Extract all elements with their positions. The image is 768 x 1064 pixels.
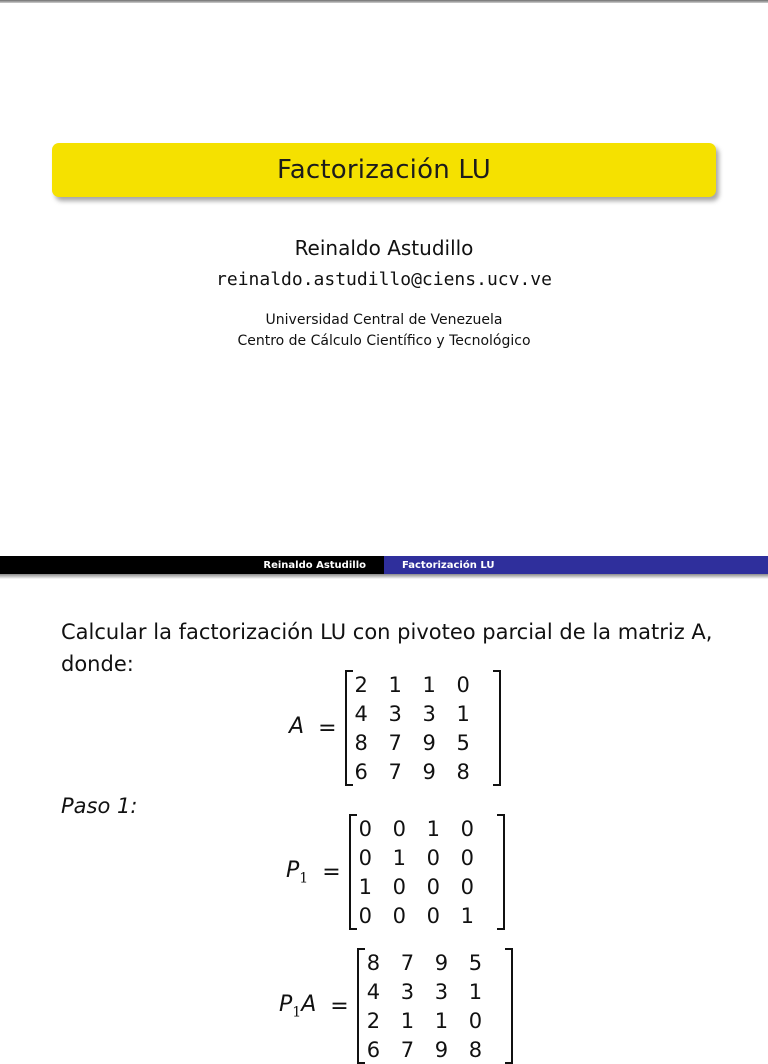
equation-label xyxy=(289,714,304,742)
equals-sign: = xyxy=(322,859,341,885)
matrix-cell: 2 xyxy=(354,672,368,697)
label-variable: P xyxy=(279,991,293,1017)
matrix-p1 xyxy=(349,814,505,930)
matrix-cell: 9 xyxy=(422,759,436,784)
equation-p1 xyxy=(286,814,505,930)
matrix-cell: 3 xyxy=(434,979,449,1004)
matrix-cell: 0 xyxy=(358,845,373,870)
label-suffix: A xyxy=(301,991,317,1017)
matrix-cell: 0 xyxy=(456,672,470,697)
matrix-cell: 0 xyxy=(358,903,373,928)
matrix-a xyxy=(345,670,501,786)
matrix-cell: 9 xyxy=(434,950,449,975)
matrix-cell: 1 xyxy=(392,845,407,870)
matrix-cell: 1 xyxy=(388,672,402,697)
matrix-cell: 7 xyxy=(400,1037,415,1062)
matrix-cell: 9 xyxy=(422,730,436,755)
matrix-cell: 0 xyxy=(392,816,407,841)
equals-sign: = xyxy=(330,993,349,1019)
matrix-cell: 1 xyxy=(358,874,373,899)
matrix-cell: 3 xyxy=(388,701,402,726)
matrix-cell: 1 xyxy=(434,1008,449,1033)
matrix-cell: 1 xyxy=(426,816,441,841)
matrix-cell: 5 xyxy=(456,730,470,755)
matrix-cell: 5 xyxy=(468,950,483,975)
matrix-cell: 3 xyxy=(422,701,436,726)
matrix-cell: 2 xyxy=(366,1008,381,1033)
matrix-cell: 1 xyxy=(468,979,483,1004)
matrix-cell: 6 xyxy=(354,759,368,784)
slide-footer xyxy=(0,556,768,574)
equation-p1a xyxy=(279,948,513,1064)
label-variable: A xyxy=(289,713,305,739)
matrix-grid xyxy=(355,670,491,786)
equation-a xyxy=(289,670,501,786)
matrix-cell: 0 xyxy=(426,845,441,870)
matrix-cell: 0 xyxy=(392,874,407,899)
intro-paragraph: Calcular la factorización LU con pivoteo parcial de la matriz A, donde: xyxy=(61,620,713,676)
footer-title: Factorización LU xyxy=(384,556,768,574)
equation-label xyxy=(279,992,316,1020)
matrix-cell: 0 xyxy=(468,1008,483,1033)
matrix-cell: 0 xyxy=(358,816,373,841)
matrix-cell: 7 xyxy=(388,730,402,755)
author-name: Reinaldo Astudillo xyxy=(294,236,474,260)
matrix-cell: 0 xyxy=(426,874,441,899)
matrix-cell: 1 xyxy=(400,1008,415,1033)
matrix-cell: 0 xyxy=(460,874,475,899)
page-separator xyxy=(0,574,768,579)
matrix-cell: 4 xyxy=(354,701,368,726)
author-email: reinaldo.astudillo@ciens.ucv.ve xyxy=(216,269,552,290)
matrix-cell: 7 xyxy=(400,950,415,975)
title-box xyxy=(52,143,716,197)
matrix-cell: 0 xyxy=(426,903,441,928)
step-label: Paso 1: xyxy=(61,794,138,818)
matrix-cell: 3 xyxy=(400,979,415,1004)
institution-name: Universidad Central de Venezuela xyxy=(265,312,503,328)
matrix-cell: 8 xyxy=(354,730,368,755)
label-subscript: 1 xyxy=(299,870,309,887)
matrix-cell: 4 xyxy=(366,979,381,1004)
label-subscript: 1 xyxy=(292,1004,302,1021)
matrix-cell: 9 xyxy=(434,1037,449,1062)
matrix-p1a xyxy=(357,948,513,1064)
matrix-cell: 6 xyxy=(366,1037,381,1062)
matrix-cell: 1 xyxy=(422,672,436,697)
matrix-grid xyxy=(367,948,503,1064)
slide-title: Factorización LU xyxy=(277,155,491,185)
matrix-cell: 0 xyxy=(392,903,407,928)
matrix-cell: 1 xyxy=(460,903,475,928)
label-variable: P xyxy=(286,857,300,883)
equation-label xyxy=(286,858,308,886)
matrix-cell: 7 xyxy=(388,759,402,784)
equals-sign: = xyxy=(318,715,337,741)
institution-center: Centro de Cálculo Científico y Tecnológico xyxy=(237,333,531,349)
matrix-cell: 0 xyxy=(460,845,475,870)
matrix-cell: 8 xyxy=(366,950,381,975)
footer-author: Reinaldo Astudillo xyxy=(0,556,384,574)
matrix-cell: 0 xyxy=(460,816,475,841)
matrix-cell: 8 xyxy=(468,1037,483,1062)
matrix-grid xyxy=(359,814,495,930)
matrix-cell: 8 xyxy=(456,759,470,784)
matrix-cell: 1 xyxy=(456,701,470,726)
